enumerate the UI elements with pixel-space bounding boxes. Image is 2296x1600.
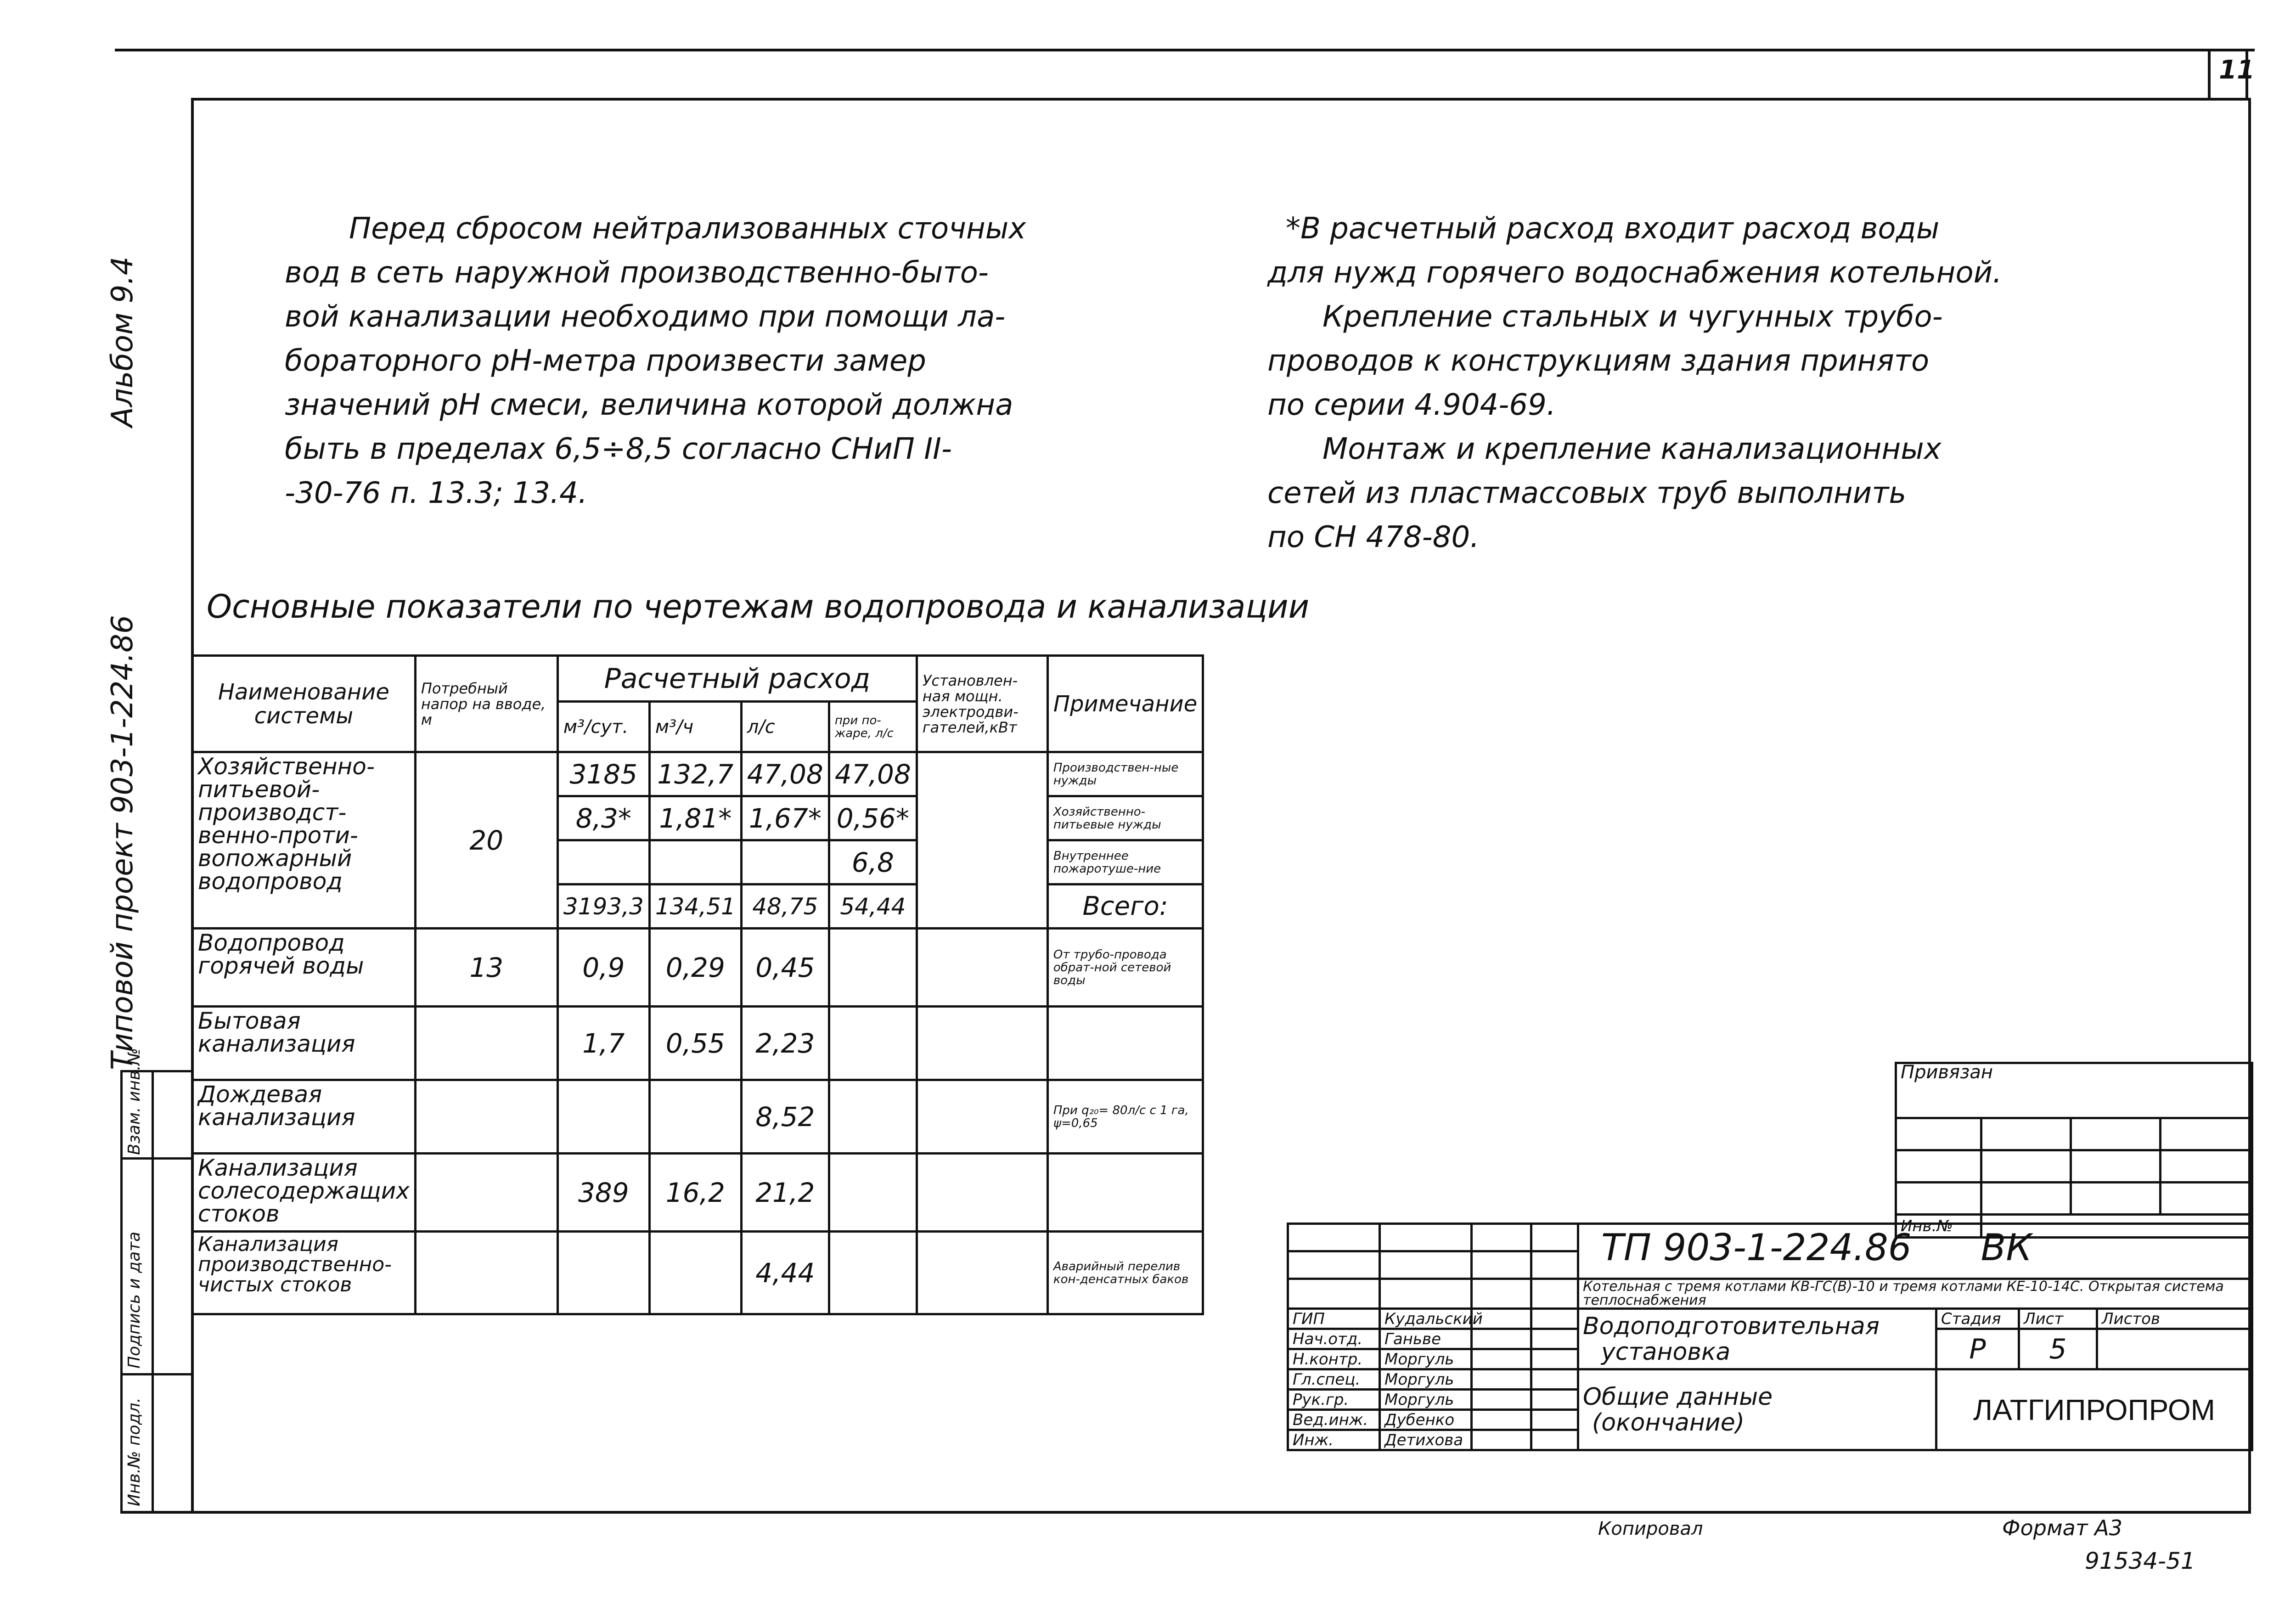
bottom-number: 91534-51	[2085, 1548, 2195, 1574]
stamp-podpis: Подпись и дата	[125, 1231, 144, 1369]
date	[1531, 1410, 1578, 1430]
row-head	[415, 1007, 557, 1080]
table-row	[192, 929, 1203, 1007]
page-number: 11	[2219, 55, 2255, 85]
row-cell	[829, 1154, 917, 1232]
inv-no-label: Инв.№	[1896, 1215, 1981, 1238]
note-left-line: вод в сеть наружной производственно-быто-	[285, 256, 989, 290]
stamp-sep-2	[120, 1373, 194, 1375]
sheet-title-cell	[1578, 1309, 1936, 1369]
note-right	[1267, 207, 2002, 559]
row-power	[917, 1007, 1047, 1080]
header-m3-h: м³/ч	[649, 702, 741, 752]
row1-cell: 3185	[557, 752, 649, 796]
row1-cell: 132,7	[649, 752, 741, 796]
role: Инж.	[1288, 1430, 1380, 1450]
role: Нач.отд.	[1288, 1329, 1380, 1349]
note-right-line: сетей из пластмассовых труб выполнить	[1267, 476, 1907, 510]
row-cell: 21,2	[741, 1154, 829, 1232]
date	[1531, 1430, 1578, 1450]
date	[1531, 1309, 1578, 1329]
note-left-line: вой канализации необходимо при помощи ла-	[285, 300, 1006, 334]
header-head: Потребный напор на вводе, м	[415, 656, 557, 752]
note-left-line: бораторного рН-метра произвести замер	[285, 344, 926, 378]
stamp-sep-1	[120, 1157, 194, 1160]
row-name: Водопровод горячей воды	[192, 929, 416, 1007]
table-row	[192, 1007, 1203, 1080]
row-name: Бытовая канализация	[192, 1007, 416, 1080]
privyazan-cell	[2071, 1183, 2161, 1215]
tb-cell	[1288, 1224, 1380, 1251]
row1-power	[917, 752, 1047, 929]
row1-head: 20	[415, 752, 557, 929]
note-right-line: Монтаж и крепление канализационных	[1322, 432, 1941, 466]
frame-bottom	[120, 1511, 2251, 1514]
tb-cell	[1531, 1224, 1578, 1251]
header-power: Установлен-ная мощн. электродви-гателей,кВт	[917, 656, 1047, 752]
privyazan-cell	[2161, 1118, 2252, 1150]
tb-cell	[1472, 1279, 1531, 1309]
note-left-line: -30-76 п. 13.3; 13.4.	[285, 476, 588, 510]
listov-value	[2097, 1329, 2252, 1369]
project-label: Типовой проект 903-1-224.86	[106, 615, 140, 1070]
row-power	[917, 1154, 1047, 1232]
date	[1531, 1349, 1578, 1369]
row1-note: Хозяйственно-питьевые нужды	[1047, 796, 1203, 840]
note-left-line: быть в пределах 6,5÷8,5 согласно СНиП II-	[285, 432, 952, 466]
sheet-subtitle-1: Общие данные	[1583, 1383, 1773, 1411]
role: Гл.спец.	[1288, 1369, 1380, 1390]
person-name: Детихова	[1380, 1430, 1472, 1450]
privyazan-cell	[1896, 1118, 1981, 1150]
note-right-line: по СН 478-80.	[1267, 520, 1480, 554]
tb-cell	[1380, 1251, 1472, 1279]
privyazan-cell	[2071, 1118, 2161, 1150]
page-num-box-left	[2208, 49, 2211, 100]
row-cell: 389	[557, 1154, 649, 1232]
row1-cell	[649, 840, 741, 885]
tb-cell	[1472, 1251, 1531, 1279]
privyazan-cell	[2161, 1150, 2252, 1183]
row1-cell: 47,08	[829, 752, 917, 796]
row-name: Канализация производственно-чистых стоков	[192, 1232, 416, 1314]
row1-cell: 3193,3	[557, 885, 649, 929]
note-right-line: для нужд горячего водоснабжения котельной.	[1267, 256, 2002, 290]
tb-cell	[1380, 1224, 1472, 1251]
row1-note: Производствен-ные нужды	[1047, 752, 1203, 796]
row-power	[917, 929, 1047, 1007]
privyazan-cell	[2161, 1183, 2252, 1215]
date	[1531, 1369, 1578, 1390]
note-left	[285, 207, 1026, 515]
role: Н.контр.	[1288, 1349, 1380, 1369]
row-cell	[649, 1080, 741, 1154]
signature	[1472, 1430, 1531, 1450]
table-row	[192, 1154, 1203, 1232]
row-head	[415, 1080, 557, 1154]
note-right-line: *В расчетный расход входит расход воды	[1286, 212, 1940, 246]
privyazan-cell	[1896, 1183, 1981, 1215]
row-cell: 16,2	[649, 1154, 741, 1232]
note-right-line: проводов к конструкциям здания принято	[1267, 344, 1930, 378]
row1-cell: 134,51	[649, 885, 741, 929]
date	[1531, 1329, 1578, 1349]
format-label: Формат А3	[2002, 1515, 2122, 1540]
indicators-table	[191, 654, 1204, 1315]
row-cell: 1,7	[557, 1007, 649, 1080]
table-title: Основные показатели по чертежам водопровода и канализации	[207, 588, 1310, 625]
sheet-title-2: установка	[1601, 1338, 1731, 1366]
row1-cell: 1,67*	[741, 796, 829, 840]
role: Рук.гр.	[1288, 1390, 1380, 1410]
table-row	[192, 752, 1203, 796]
tb-cell	[1288, 1251, 1380, 1279]
row1-note-total: Всего:	[1047, 885, 1203, 929]
header-note: Примечание	[1047, 656, 1203, 752]
signature	[1472, 1369, 1531, 1390]
tb-cell	[1531, 1251, 1578, 1279]
stadia-value: Р	[1936, 1329, 2019, 1369]
role: Вед.инж.	[1288, 1410, 1380, 1430]
note-left-line: значений рН смеси, величина которой должна	[285, 388, 1013, 422]
privyazan-cell	[1896, 1150, 1981, 1183]
drawing-mark: ВК	[1981, 1226, 2032, 1269]
row-cell	[829, 1232, 917, 1314]
row-head	[415, 1154, 557, 1232]
person-name: Моргуль	[1380, 1349, 1472, 1369]
row-cell: 0,45	[741, 929, 829, 1007]
signature	[1472, 1410, 1531, 1430]
note-right-line: Крепление стальных и чугунных трубо-	[1322, 300, 1943, 334]
row1-name: Хозяйственно-питьевой-производст-венно-проти-вопожарный водопровод	[192, 752, 416, 929]
person-name: Ганьве	[1380, 1329, 1472, 1349]
privyazan-cell	[1981, 1183, 2071, 1215]
tb-cell	[1288, 1279, 1380, 1309]
note-right-line: по серии 4.904-69.	[1267, 388, 1556, 422]
row-power	[917, 1080, 1047, 1154]
row-name: Канализация солесодержащих стоков	[192, 1154, 416, 1232]
privyazan-label: Привязан	[1896, 1063, 2252, 1118]
header-name: Наименование системы	[192, 656, 416, 752]
frame-top	[191, 98, 2251, 101]
note-left-line: Перед сбросом нейтрализованных сточных	[349, 212, 1026, 246]
row-power	[917, 1232, 1047, 1314]
row-cell: 8,52	[741, 1080, 829, 1154]
row1-cell: 47,08	[741, 752, 829, 796]
privyazan-cell	[1981, 1118, 2071, 1150]
row1-cell: 54,44	[829, 885, 917, 929]
row-note: Аварийный перелив кон-денсатных баков	[1047, 1232, 1203, 1314]
person-name: Моргуль	[1380, 1390, 1472, 1410]
signature	[1472, 1390, 1531, 1410]
row-cell	[829, 1007, 917, 1080]
drawing-code: ТП 903-1-224.86	[1601, 1226, 1912, 1269]
row-cell: 2,23	[741, 1007, 829, 1080]
tb-cell	[1380, 1279, 1472, 1309]
stamp-col-left	[120, 1070, 123, 1513]
person-name: Дубенко	[1380, 1410, 1472, 1430]
row-cell: 0,29	[649, 929, 741, 1007]
row1-cell	[741, 840, 829, 885]
sheet-title-1: Водоподготовительная	[1583, 1312, 1880, 1340]
kopiroval-label: Копировал	[1598, 1518, 1703, 1539]
row1-cell: 0,56*	[829, 796, 917, 840]
sheet-subtitle-cell	[1578, 1369, 1936, 1450]
row-cell	[829, 1080, 917, 1154]
row-head: 13	[415, 929, 557, 1007]
row1-cell: 1,81*	[649, 796, 741, 840]
row1-cell	[557, 840, 649, 885]
header-l-s: л/с	[741, 702, 829, 752]
person-name: Моргуль	[1380, 1369, 1472, 1390]
row-note	[1047, 1154, 1203, 1232]
row1-note: Внутреннее пожаротуше-ние	[1047, 840, 1203, 885]
header-flow: Расчетный расход	[557, 656, 917, 702]
row-cell: 4,44	[741, 1232, 829, 1314]
top-rule	[115, 49, 2255, 51]
row-cell	[649, 1232, 741, 1314]
tb-code-cell	[1578, 1224, 2252, 1279]
album-label: Альбом 9.4	[106, 256, 140, 427]
row-cell	[557, 1232, 649, 1314]
header-m3-day: м³/сут.	[557, 702, 649, 752]
row-head	[415, 1232, 557, 1314]
sheet-subtitle-2: (окончание)	[1592, 1408, 1745, 1437]
signature	[1472, 1349, 1531, 1369]
stadia-label: Стадия	[1936, 1309, 2019, 1329]
row-note: При q₂₀= 80л/с c 1 га, ψ=0,65	[1047, 1080, 1203, 1154]
table-row	[192, 1080, 1203, 1154]
row-note: От трубо-провода обрат-ной сетевой воды	[1047, 929, 1203, 1007]
privyazan-block	[1895, 1062, 2253, 1239]
list-value: 5	[2019, 1329, 2097, 1369]
row1-cell: 48,75	[741, 885, 829, 929]
tb-description: Котельная с тремя котлами КВ-ГС(В)-10 и тремя котлами КЕ-10-14С. Открытая система теплоснабжения	[1578, 1279, 2252, 1309]
title-block	[1287, 1223, 2253, 1451]
row-cell: 0,55	[649, 1007, 741, 1080]
row1-cell: 6,8	[829, 840, 917, 885]
org-name: ЛАТГИПРОПРОМ	[1936, 1369, 2252, 1450]
row1-cell: 8,3*	[557, 796, 649, 840]
privyazan-cell	[2071, 1150, 2161, 1183]
date	[1531, 1390, 1578, 1410]
signature	[1472, 1329, 1531, 1349]
role: ГИП	[1288, 1309, 1380, 1329]
stamp-vzam: Взам. инв.№	[125, 1048, 144, 1155]
person-name: Кудальский	[1380, 1309, 1472, 1329]
row-name: Дождевая канализация	[192, 1080, 416, 1154]
row-cell: 0,9	[557, 929, 649, 1007]
listov-label: Листов	[2097, 1309, 2252, 1329]
privyazan-cell	[1981, 1150, 2071, 1183]
row-cell	[829, 929, 917, 1007]
row-cell	[557, 1080, 649, 1154]
list-label: Лист	[2019, 1309, 2097, 1329]
tb-cell	[1472, 1224, 1531, 1251]
row-note	[1047, 1007, 1203, 1080]
stamp-col-mid	[152, 1070, 154, 1513]
tb-cell	[1531, 1279, 1578, 1309]
table-row	[192, 1232, 1203, 1314]
stamp-inv-podl: Инв.№ подл.	[125, 1397, 144, 1506]
header-fire: при по-жаре, л/с	[829, 702, 917, 752]
